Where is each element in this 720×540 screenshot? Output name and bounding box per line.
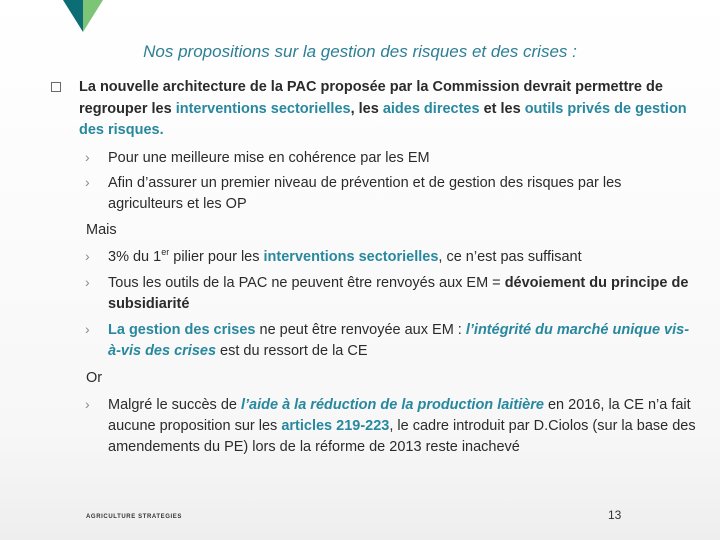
page-number: 13 <box>608 508 622 522</box>
intro-bullet-2: Afin d’assurer un premier niveau de prévention et de gestion des risques par les agriculteurs et les OP <box>108 175 622 212</box>
or-bullet-1: Malgré le succès de l’aide à la réduction de la production laitière en 2016, la CE n’a fait aucune proposition sur les articles 219-223, le cadre introduit par D.Ciolos (sur la base des amendements du PE) lors de la réforme de 2013 reste inachevé <box>108 397 696 455</box>
checkbox-bullet-icon <box>51 82 61 92</box>
mais-bullet-3: La gestion des crises ne peut être renvoyée aux EM : l’intégrité du marché unique vis-à-vis des crises est du ressort de la CE <box>108 322 690 359</box>
highlight-interventions: interventions sectorielles <box>175 100 351 117</box>
highlight-gestion-crises: La gestion des crises <box>108 322 256 338</box>
slide-title: Nos propositions sur la gestion des risques et des crises : <box>143 42 577 61</box>
chevron-right-icon: › <box>85 248 90 264</box>
chevron-right-icon: › <box>85 396 90 412</box>
mais-bullet-2: Tous les outils de la PAC ne peuvent être renvoyés aux EM = dévoiement du principe de subsidiarité <box>108 275 689 312</box>
chevron-logo-icon <box>63 0 103 32</box>
chevron-right-icon: › <box>85 274 90 290</box>
bold-devoiement: dévoiement du principe de subsidiarité <box>108 275 689 312</box>
chevron-right-icon: › <box>85 149 90 165</box>
mais-heading: Mais <box>86 222 117 238</box>
highlight-articles: articles 219-223 <box>281 418 390 434</box>
intro-paragraph: La nouvelle architecture de la PAC proposée par la Commission devrait permettre de regrouper les interventions sectorielles, les aides directes et les outils privés de gestion des risques. <box>79 79 687 138</box>
highlight-interventions-2: interventions sectorielles <box>263 249 439 265</box>
or-heading: Or <box>86 370 103 386</box>
highlight-integrite-marche: l’intégrité du marché unique vis-à-vis des crises <box>108 322 690 359</box>
chevron-right-icon: › <box>85 321 90 337</box>
highlight-outils-prives: outils privés de gestion des risques. <box>79 100 687 138</box>
highlight-aides-directes: aides directes <box>382 100 480 117</box>
chevron-right-icon: › <box>85 174 90 190</box>
highlight-aide-reduction: l’aide à la réduction de la production laitière <box>240 397 544 413</box>
intro-bullet-1: Pour une meilleure mise en cohérence par les EM <box>108 150 430 166</box>
footer-brand: AGRICULTURE STRATEGIES <box>86 514 182 520</box>
mais-bullet-1: 3% du 1er pilier pour les interventions sectorielles, ce n’est pas suffisant <box>108 247 582 265</box>
